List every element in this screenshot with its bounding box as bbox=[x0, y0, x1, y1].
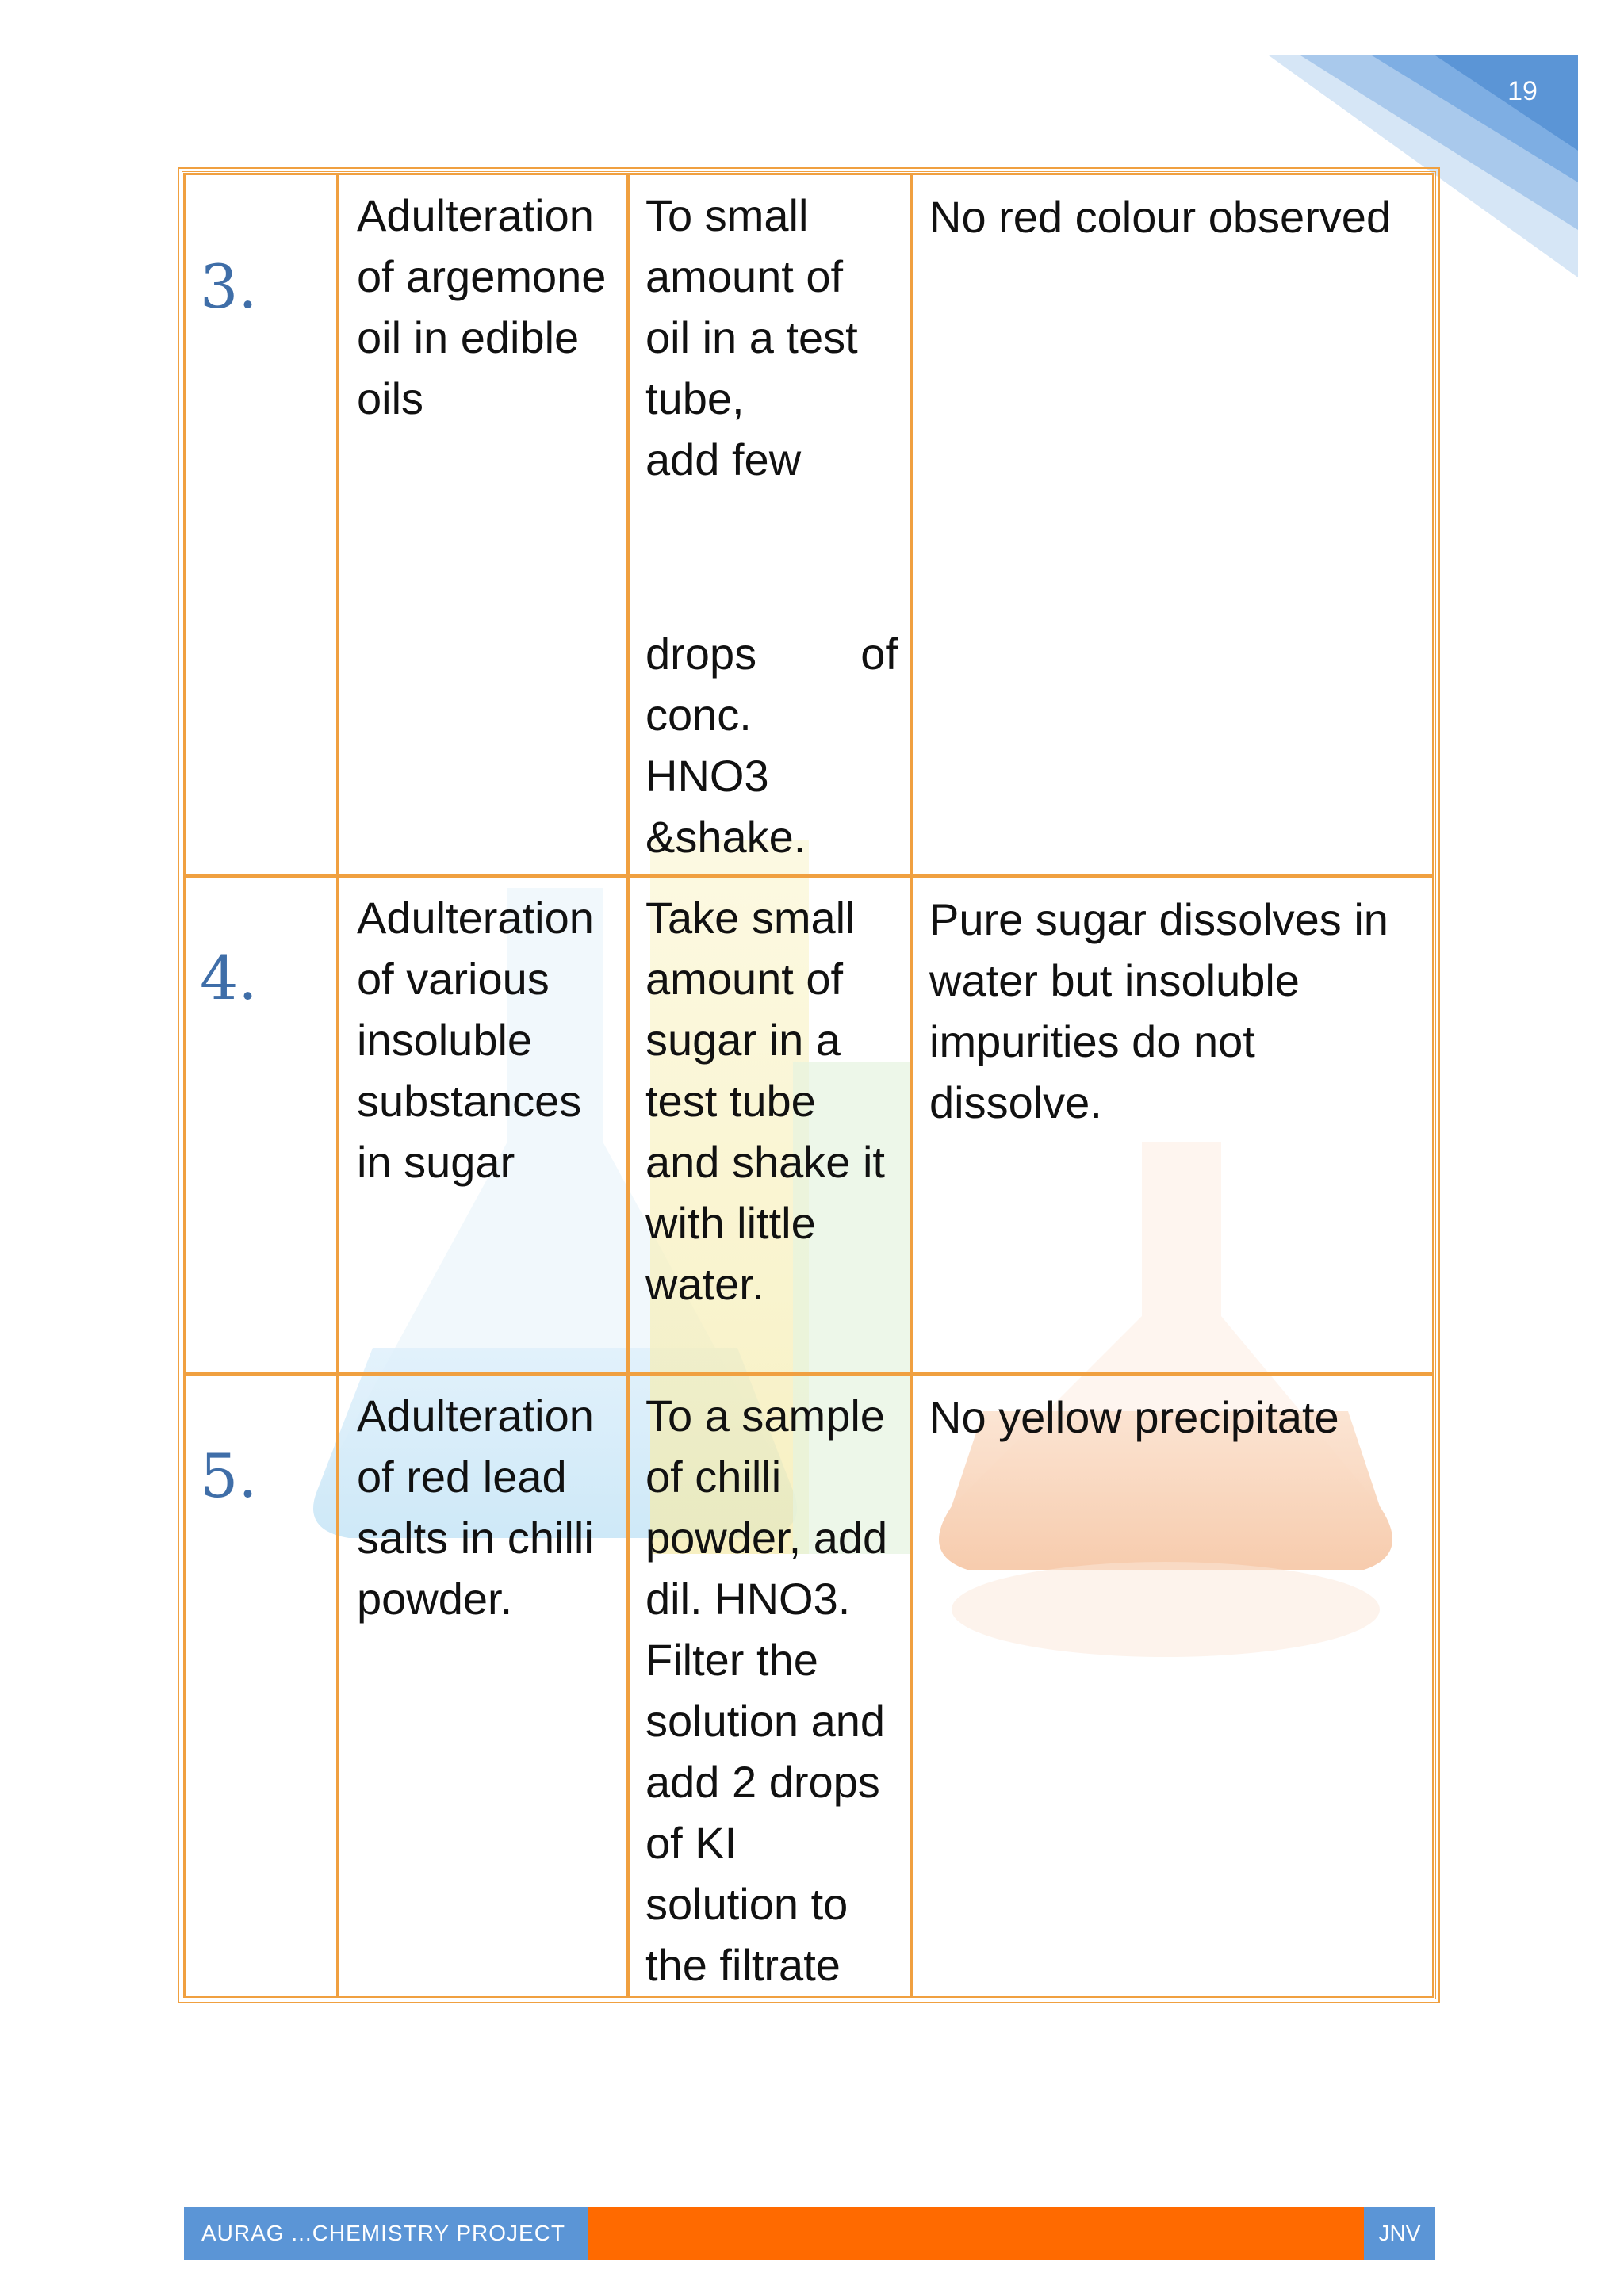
subject-line: substances bbox=[357, 1076, 582, 1126]
procedure-line: dil. HNO3. bbox=[645, 1574, 851, 1624]
subject-cell bbox=[338, 174, 628, 876]
procedure-cell bbox=[628, 174, 912, 876]
adulteration-table bbox=[182, 171, 1436, 1999]
procedure-line: water. bbox=[645, 1259, 764, 1309]
observation-line: water but insoluble bbox=[929, 955, 1300, 1005]
observation-line: Pure sugar dissolves in bbox=[929, 894, 1388, 944]
subject-line: insoluble bbox=[357, 1015, 533, 1065]
procedure-line: with little bbox=[645, 1198, 816, 1248]
observation-line: impurities do not bbox=[929, 1016, 1255, 1066]
procedure-line: powder, add bbox=[645, 1513, 888, 1563]
subject-line: of argemone bbox=[357, 251, 607, 301]
row-number bbox=[184, 174, 338, 876]
procedure-line: amount of bbox=[645, 954, 844, 1004]
subject-cell bbox=[338, 876, 628, 1374]
procedure-gap bbox=[645, 490, 898, 623]
procedure-line: solution and bbox=[645, 1696, 886, 1746]
subject-line: Adulteration bbox=[357, 893, 594, 943]
procedure-cell bbox=[628, 1374, 912, 1997]
procedure-cell bbox=[628, 876, 912, 1374]
procedure-line: the filtrate bbox=[645, 1940, 841, 1990]
adulteration-table-container bbox=[182, 171, 1436, 1999]
procedure-word: of bbox=[860, 629, 898, 679]
row-number-text: 3. bbox=[200, 251, 258, 322]
procedure-line: add 2 drops bbox=[645, 1757, 880, 1807]
subject-line: salts in chilli bbox=[357, 1513, 594, 1563]
procedure-line: HNO3 bbox=[645, 751, 769, 801]
procedure-line: &shake. bbox=[645, 812, 806, 862]
page-footer bbox=[184, 2207, 1435, 2260]
procedure-line: add few bbox=[645, 434, 802, 484]
subject-line: in sugar bbox=[357, 1137, 515, 1187]
subject-line: of various bbox=[357, 954, 550, 1004]
observation-cell bbox=[912, 876, 1434, 1374]
procedure-line: To a sample bbox=[645, 1391, 885, 1441]
subject-line: oil in edible bbox=[357, 312, 580, 362]
procedure-line: oil in a test bbox=[645, 312, 858, 362]
page-number: 19 bbox=[1507, 76, 1538, 106]
observation-line: dissolve. bbox=[929, 1077, 1102, 1127]
table-row bbox=[184, 174, 1434, 876]
observation-cell bbox=[912, 174, 1434, 876]
procedure-line: test tube bbox=[645, 1076, 816, 1126]
procedure-line: sugar in a bbox=[645, 1015, 841, 1065]
subject-line: Adulteration bbox=[357, 190, 594, 240]
row-number bbox=[184, 1374, 338, 1997]
procedure-line: and shake it bbox=[645, 1137, 885, 1187]
observation-line: No red colour observed bbox=[929, 192, 1392, 242]
procedure-justified-line bbox=[645, 623, 898, 684]
subject-line: Adulteration bbox=[357, 1391, 594, 1441]
subject-cell bbox=[338, 1374, 628, 1997]
row-number-text: 4. bbox=[200, 943, 258, 1013]
table-row bbox=[184, 1374, 1434, 1997]
subject-line: of red lead bbox=[357, 1452, 567, 1502]
procedure-line: tube, bbox=[645, 373, 745, 423]
subject-line: powder. bbox=[357, 1574, 513, 1624]
footer-school-label: JNV bbox=[1364, 2207, 1435, 2260]
subject-line: oils bbox=[357, 373, 424, 423]
procedure-line: Take small bbox=[645, 893, 856, 943]
footer-project-title: AURAG ...CHEMISTRY PROJECT bbox=[184, 2207, 588, 2260]
procedure-line: of KI bbox=[645, 1818, 737, 1868]
procedure-line: of chilli bbox=[645, 1452, 782, 1502]
table-row bbox=[184, 876, 1434, 1374]
procedure-word: drops bbox=[645, 629, 757, 679]
footer-accent-bar bbox=[588, 2207, 1364, 2260]
procedure-line: To small bbox=[645, 190, 809, 240]
observation-line: No yellow precipitate bbox=[929, 1392, 1339, 1442]
row-number bbox=[184, 876, 338, 1374]
procedure-line: Filter the bbox=[645, 1635, 818, 1685]
procedure-line: conc. bbox=[645, 690, 752, 740]
row-number-text: 5. bbox=[200, 1441, 258, 1511]
procedure-line: solution to bbox=[645, 1879, 848, 1929]
procedure-line: amount of bbox=[645, 251, 844, 301]
observation-cell bbox=[912, 1374, 1434, 1997]
